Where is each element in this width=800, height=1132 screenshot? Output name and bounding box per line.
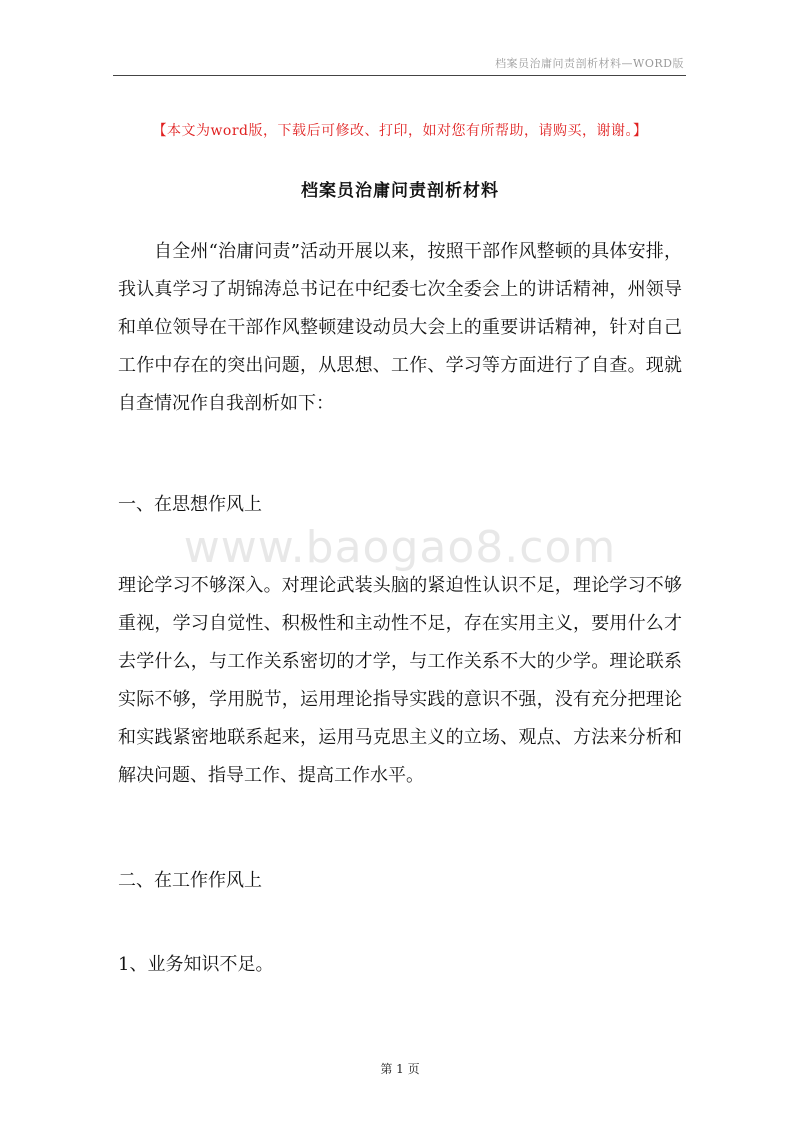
header-divider: [113, 75, 686, 76]
section-heading-thought: 一、在思想作风上: [118, 494, 262, 515]
section-heading-work: 二、在工作作风上: [118, 870, 262, 891]
list-item-business-knowledge: 1、业务知识不足。: [118, 954, 274, 975]
page-number: 第 1 页: [380, 1062, 420, 1076]
intro-paragraph: 自全州“治庸问责”活动开展以来，按照干部作风整顿的具体安排，我认真学习了胡锦涛总书记在中纪委七次全委会上的讲话精神，州领导和单位领导在干部作风整顿建设动员大会上的重要讲话精神，针对自己工作中存在的突出问题，从思想、工作、学习等方面进行了自查。现就自查情况作自我剖析如下：: [118, 241, 682, 414]
section-paragraph-theory: 理论学习不够深入。对理论武装头脑的紧迫性认识不足，理论学习不够重视，学习自觉性、积极性和主动性不足，存在实用主义，要用什么才去学什么，与工作关系密切的才学，与工作关系不大的少学。理论联系实际不够，学用脱节，运用理论指导实践的意识不强，没有充分把理论和实践紧密地联系起来，运用马克思主义的立场、观点、方法来分析和解决问题、指导工作、提高工作水平。: [118, 575, 682, 786]
running-header: 档案员治庸问责剖析材料—WORD版: [495, 57, 684, 70]
purchase-notice: 【本文为word版，下载后可修改、打印，如对您有所帮助，请购买，谢谢。】: [152, 123, 648, 139]
watermark: www.baogao8.com: [183, 522, 617, 573]
document-title: 档案员治庸问责剖析材料: [301, 181, 499, 201]
